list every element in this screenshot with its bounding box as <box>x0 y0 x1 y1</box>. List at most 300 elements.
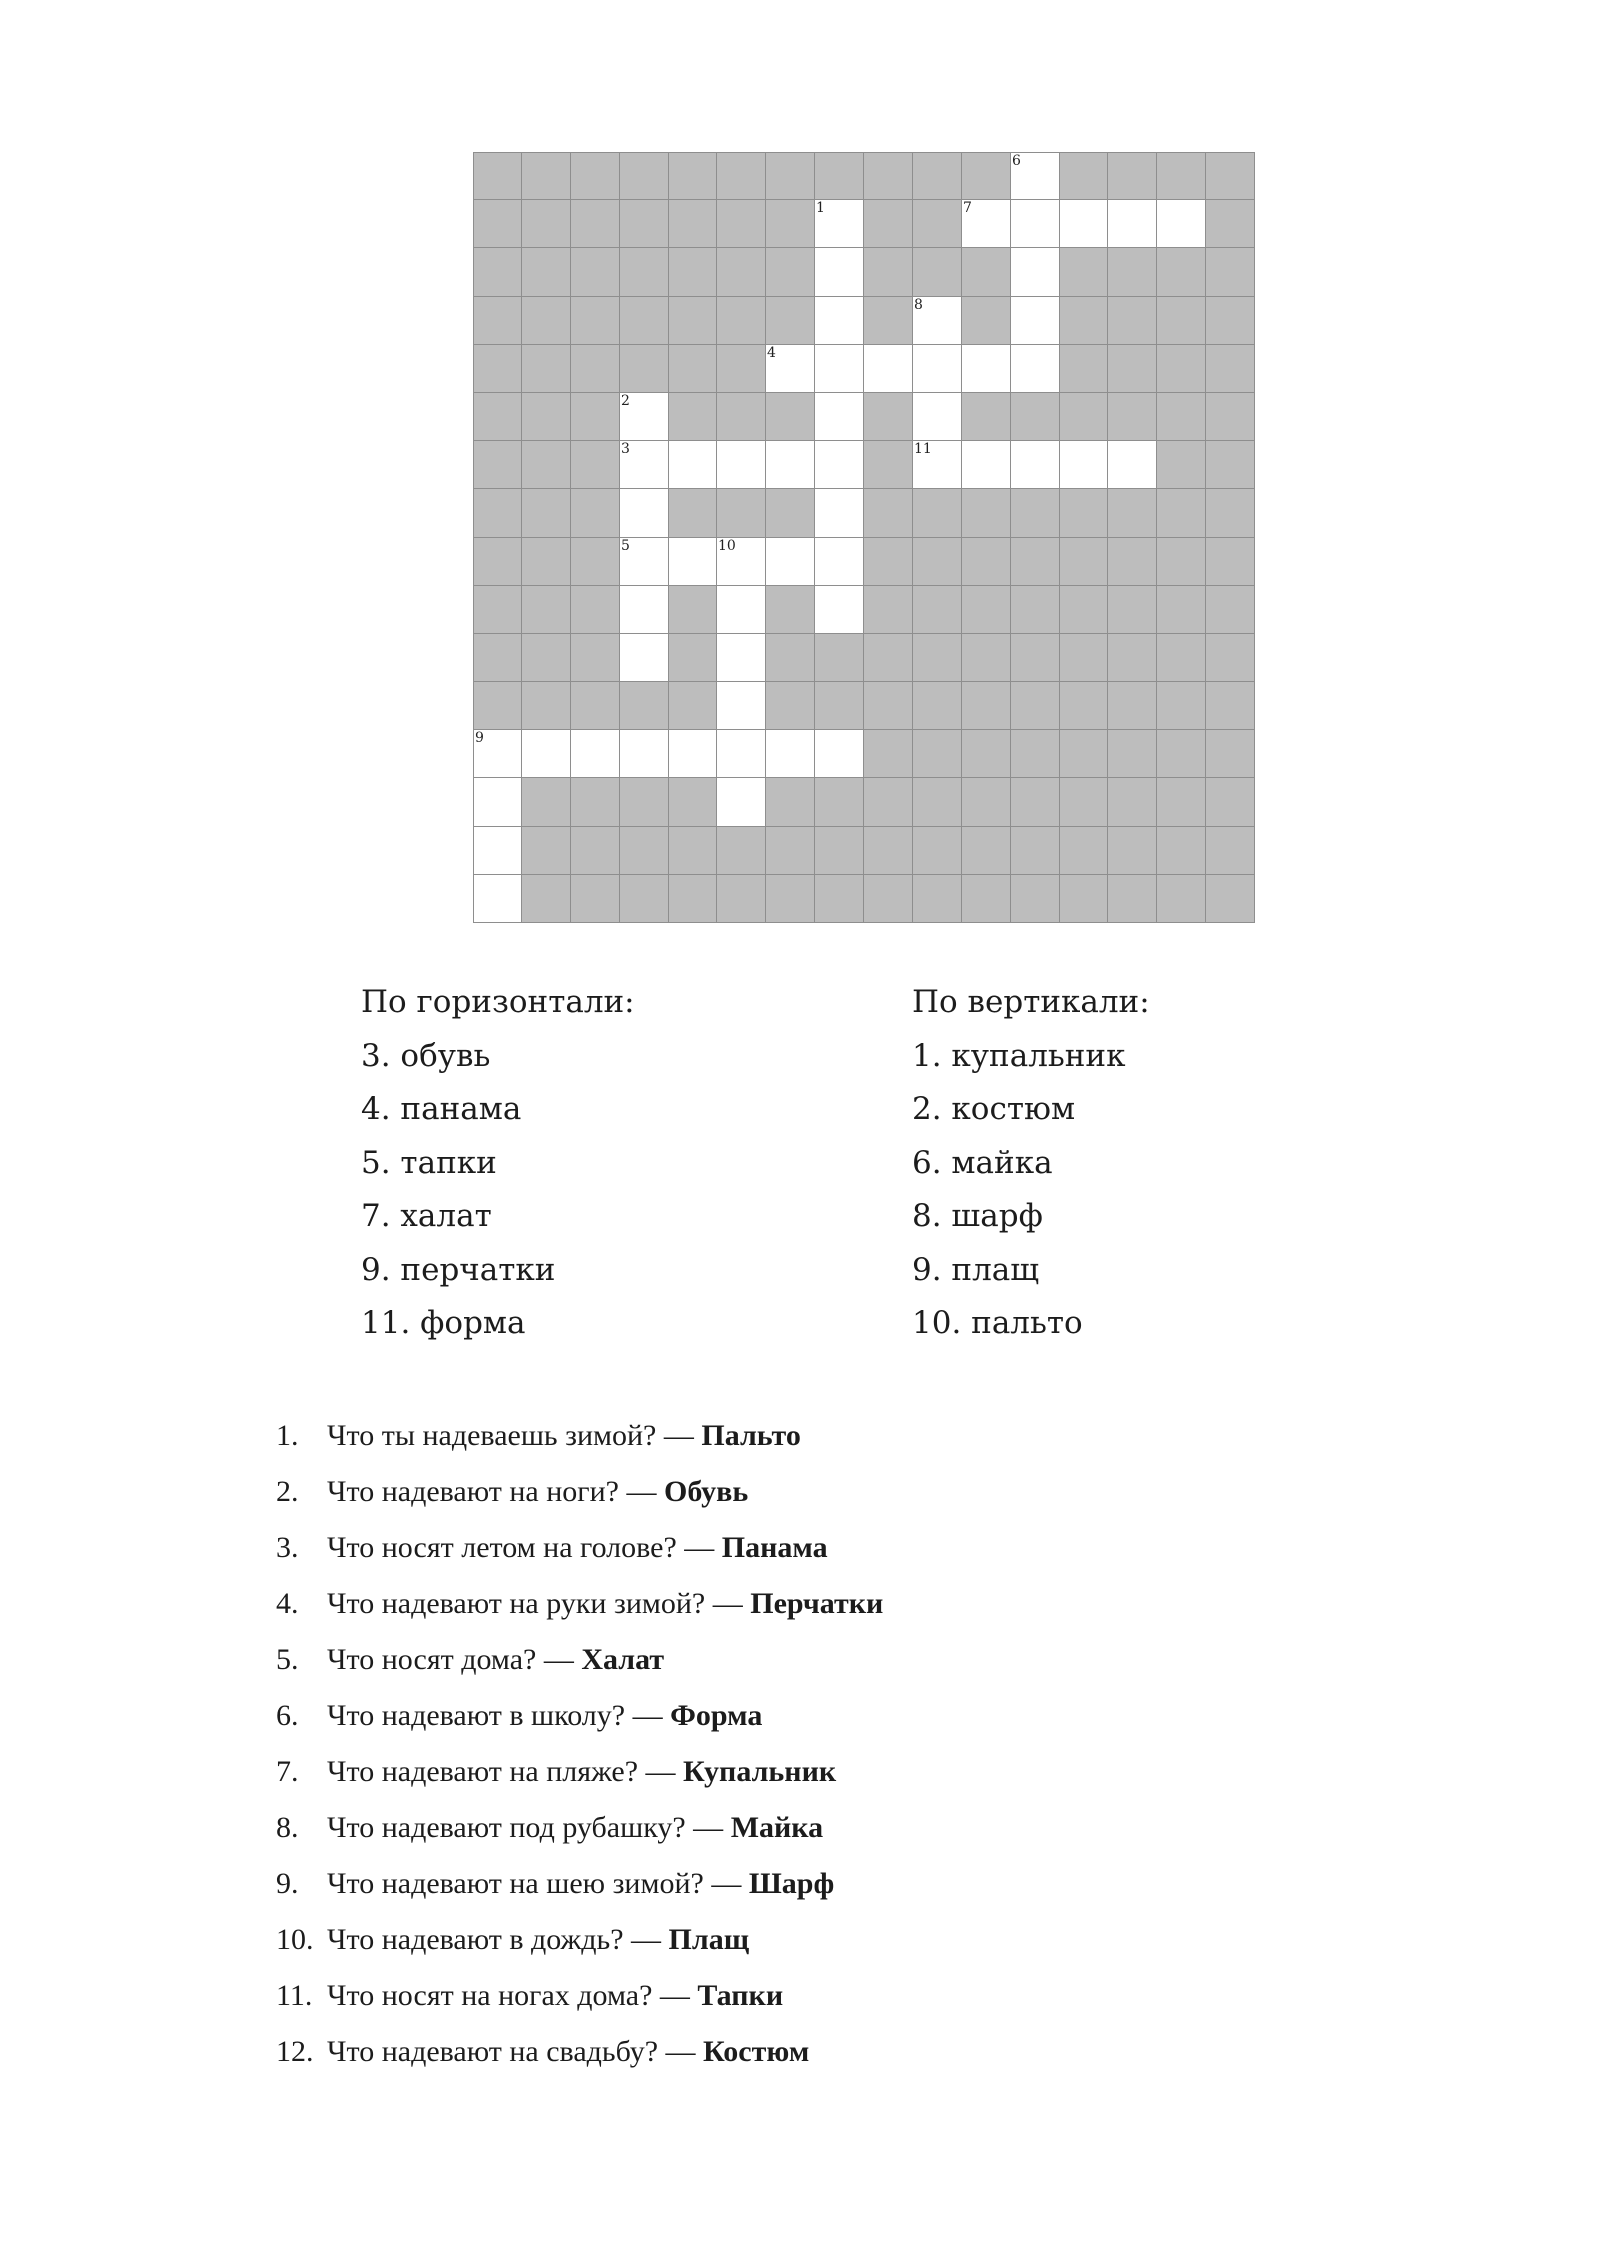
crossword-cell-open[interactable] <box>913 345 962 393</box>
question-item <box>276 1968 883 2024</box>
crossword-cell-blocked <box>962 730 1011 778</box>
crossword-cell-blocked <box>1206 393 1255 441</box>
crossword-cell-blocked <box>1108 730 1157 778</box>
crossword-cell-blocked <box>717 297 766 345</box>
crossword-cell-blocked <box>962 634 1011 682</box>
crossword-cell-blocked <box>669 827 717 875</box>
crossword-cell-blocked <box>522 538 571 586</box>
crossword-cell-blocked <box>717 393 766 441</box>
crossword-cell-blocked <box>1108 345 1157 393</box>
crossword-cell-blocked <box>1206 634 1255 682</box>
question-text: Что ты надеваешь зимой? — <box>327 1419 694 1452</box>
crossword-cell-open[interactable] <box>815 441 864 489</box>
crossword-cell-blocked <box>766 682 815 730</box>
crossword-cell-blocked <box>473 345 522 393</box>
crossword-cell-blocked <box>522 393 571 441</box>
crossword-cell-blocked <box>620 200 669 248</box>
crossword-cell-open[interactable] <box>1011 345 1060 393</box>
crossword-cell-open[interactable] <box>815 730 864 778</box>
crossword-cell-blocked <box>1060 778 1108 827</box>
across-clue: 9. перчатки <box>361 1251 556 1288</box>
crossword-cell-open[interactable] <box>1011 248 1060 297</box>
down-clue: 6. майка <box>912 1144 1053 1181</box>
question-number: 3. <box>276 1531 299 1564</box>
crossword-cell-blocked <box>815 827 864 875</box>
crossword-cell-blocked <box>571 875 620 923</box>
crossword-cell-open[interactable] <box>1011 297 1060 345</box>
crossword-cell-blocked <box>620 827 669 875</box>
crossword-cell-blocked <box>1206 827 1255 875</box>
crossword-cell-open[interactable] <box>571 730 620 778</box>
crossword-cell-blocked <box>522 152 571 200</box>
crossword-cell-blocked <box>864 827 913 875</box>
crossword-cell-open[interactable] <box>766 345 815 393</box>
question-answer: Купальник <box>683 1755 837 1788</box>
crossword-cell-blocked <box>1206 538 1255 586</box>
crossword-cell-blocked <box>1060 152 1108 200</box>
crossword-cell-blocked <box>1060 489 1108 538</box>
crossword-cell-open[interactable] <box>473 778 522 827</box>
crossword-grid <box>473 152 1255 923</box>
crossword-cell-blocked <box>1060 875 1108 923</box>
crossword-cell-blocked <box>913 152 962 200</box>
crossword-cell-open[interactable] <box>815 393 864 441</box>
crossword-cell-blocked <box>1011 489 1060 538</box>
crossword-cell-blocked <box>913 634 962 682</box>
crossword-cell-blocked <box>571 778 620 827</box>
crossword-cell-blocked <box>522 345 571 393</box>
question-answer: Костюм <box>703 2035 810 2068</box>
crossword-cell-open[interactable] <box>913 393 962 441</box>
crossword-cell-blocked <box>522 200 571 248</box>
question-number: 1. <box>276 1419 299 1452</box>
crossword-cell-blocked <box>1108 297 1157 345</box>
crossword-cell-blocked <box>913 778 962 827</box>
question-text: Что носят летом на голове? — <box>327 1531 715 1564</box>
crossword-cell-blocked <box>473 152 522 200</box>
crossword-cell-open[interactable] <box>717 586 766 634</box>
crossword-cell-blocked <box>522 586 571 634</box>
across-clue: 5. тапки <box>361 1144 497 1181</box>
crossword-cell-blocked <box>1011 778 1060 827</box>
crossword-cell-blocked <box>962 152 1011 200</box>
crossword-cell-blocked <box>913 730 962 778</box>
crossword-cell-blocked <box>913 538 962 586</box>
crossword-cell-open[interactable] <box>717 682 766 730</box>
crossword-cell-blocked <box>864 297 913 345</box>
crossword-cell-open[interactable] <box>717 538 766 586</box>
crossword-cell-blocked <box>717 200 766 248</box>
crossword-cell-blocked <box>766 297 815 345</box>
across-clues <box>361 976 635 1351</box>
crossword-cell-blocked <box>1060 393 1108 441</box>
crossword-cell-blocked <box>669 586 717 634</box>
crossword-cell-blocked <box>962 248 1011 297</box>
crossword-cell-blocked <box>473 248 522 297</box>
crossword-cell-blocked <box>1060 538 1108 586</box>
crossword-cell-blocked <box>1108 586 1157 634</box>
crossword-cell-blocked <box>1206 489 1255 538</box>
crossword-cell-blocked <box>669 634 717 682</box>
crossword-cell-blocked <box>717 345 766 393</box>
crossword-cell-blocked <box>962 682 1011 730</box>
clue-number: 10 <box>718 538 736 554</box>
crossword-cell-blocked <box>620 682 669 730</box>
crossword-cell-open[interactable] <box>717 730 766 778</box>
crossword-cell-blocked <box>913 248 962 297</box>
question-item <box>276 1856 883 1912</box>
question-number: 11. <box>276 1979 313 2012</box>
crossword-cell-blocked <box>766 152 815 200</box>
crossword-cell-open[interactable] <box>620 538 669 586</box>
down-clue: 2. костюм <box>912 1091 1076 1127</box>
question-item <box>276 1632 883 1688</box>
crossword-cell-blocked <box>1206 441 1255 489</box>
question-number: 10. <box>276 1923 314 1956</box>
crossword-cell-open[interactable] <box>1157 200 1206 248</box>
question-item <box>276 1744 883 1800</box>
crossword-cell-blocked <box>1060 248 1108 297</box>
question-answer: Пальто <box>701 1419 801 1452</box>
crossword-cell-blocked <box>669 778 717 827</box>
crossword-cell-blocked <box>1108 875 1157 923</box>
crossword-cell-blocked <box>1206 778 1255 827</box>
crossword-cell-blocked <box>571 586 620 634</box>
question-text: Что надевают на свадьбу? — <box>327 2035 696 2068</box>
crossword-cell-blocked <box>571 248 620 297</box>
clue-number: 2 <box>621 393 630 409</box>
crossword-cell-blocked <box>1108 682 1157 730</box>
crossword-cell-blocked <box>815 875 864 923</box>
question-answer: Майка <box>730 1811 824 1844</box>
crossword-cell-blocked <box>522 827 571 875</box>
crossword-cell-open[interactable] <box>766 441 815 489</box>
crossword-cell-blocked <box>864 538 913 586</box>
crossword-cell-open[interactable] <box>815 248 864 297</box>
crossword-cell-open[interactable] <box>620 730 669 778</box>
question-answer: Форма <box>670 1699 763 1732</box>
crossword-cell-blocked <box>815 778 864 827</box>
crossword-cell-blocked <box>766 489 815 538</box>
crossword-cell-blocked <box>864 730 913 778</box>
crossword-cell-blocked <box>1011 827 1060 875</box>
crossword-cell-open[interactable] <box>669 538 717 586</box>
crossword-cell-blocked <box>962 586 1011 634</box>
crossword-cell-blocked <box>473 200 522 248</box>
question-text: Что надевают на пляже? — <box>327 1755 676 1788</box>
crossword-cell-open[interactable] <box>1108 441 1157 489</box>
crossword-cell-blocked <box>473 489 522 538</box>
crossword-cell-blocked <box>962 297 1011 345</box>
crossword-cell-blocked <box>717 248 766 297</box>
across-clue: 3. обувь <box>361 1037 491 1074</box>
crossword-cell-blocked <box>473 538 522 586</box>
question-text: Что надевают в школу? — <box>327 1699 663 1732</box>
crossword-cell-blocked <box>669 152 717 200</box>
question-list <box>276 1408 883 2080</box>
crossword-cell-blocked <box>473 586 522 634</box>
crossword-cell-blocked <box>522 875 571 923</box>
crossword-cell-blocked <box>571 682 620 730</box>
crossword-cell-open[interactable] <box>620 586 669 634</box>
crossword-cell-blocked <box>1011 682 1060 730</box>
crossword-cell-blocked <box>1060 730 1108 778</box>
across-clue: 11. форма <box>361 1305 526 1341</box>
crossword-cell-blocked <box>766 200 815 248</box>
crossword-cell-blocked <box>1108 538 1157 586</box>
crossword-cell-blocked <box>864 248 913 297</box>
crossword-cell-open[interactable] <box>815 297 864 345</box>
clue-number: 1 <box>816 200 825 216</box>
crossword-cell-blocked <box>1108 393 1157 441</box>
crossword-cell-blocked <box>1011 538 1060 586</box>
crossword-cell-blocked <box>571 297 620 345</box>
question-item <box>276 1520 883 1576</box>
crossword-cell-open[interactable] <box>1011 441 1060 489</box>
crossword-cell-blocked <box>864 682 913 730</box>
crossword-cell-blocked <box>473 297 522 345</box>
down-clues <box>912 976 1150 1351</box>
question-text: Что надевают на руки зимой? — <box>327 1587 743 1620</box>
crossword-cell-blocked <box>1206 297 1255 345</box>
crossword-cell-blocked <box>1060 634 1108 682</box>
crossword-cell-open[interactable] <box>717 634 766 682</box>
crossword-cell-blocked <box>766 634 815 682</box>
crossword-cell-open[interactable] <box>815 489 864 538</box>
question-item <box>276 1688 883 1744</box>
crossword-cell-blocked <box>669 297 717 345</box>
crossword-cell-open[interactable] <box>815 200 864 248</box>
crossword-cell-blocked <box>913 200 962 248</box>
crossword-cell-blocked <box>1060 586 1108 634</box>
crossword-cell-blocked <box>473 682 522 730</box>
crossword-cell-blocked <box>669 248 717 297</box>
clue-number: 4 <box>767 345 776 361</box>
clue-number: 6 <box>1012 153 1021 169</box>
crossword-cell-blocked <box>1011 393 1060 441</box>
crossword-cell-blocked <box>1157 586 1206 634</box>
crossword-cell-open[interactable] <box>473 875 522 923</box>
crossword-cell-open[interactable] <box>717 778 766 827</box>
crossword-cell-blocked <box>1206 682 1255 730</box>
question-number: 5. <box>276 1643 299 1676</box>
crossword-cell-blocked <box>1108 248 1157 297</box>
crossword-cell-blocked <box>766 393 815 441</box>
question-text: Что носят на ногах дома? — <box>327 1979 690 2012</box>
crossword-cell-blocked <box>1157 634 1206 682</box>
crossword-cell-blocked <box>522 297 571 345</box>
down-clue: 9. плащ <box>912 1251 1040 1288</box>
crossword-cell-blocked <box>571 152 620 200</box>
crossword-cell-blocked <box>717 152 766 200</box>
crossword-cell-open[interactable] <box>766 730 815 778</box>
crossword-cell-blocked <box>571 489 620 538</box>
crossword-cell-blocked <box>815 152 864 200</box>
crossword-cell-blocked <box>1108 489 1157 538</box>
crossword-cell-blocked <box>1157 152 1206 200</box>
crossword-cell-blocked <box>571 200 620 248</box>
crossword-cell-blocked <box>913 827 962 875</box>
crossword-cell-blocked <box>1157 730 1206 778</box>
crossword-cell-open[interactable] <box>1060 441 1108 489</box>
crossword-cell-open[interactable] <box>669 730 717 778</box>
question-answer: Халат <box>581 1643 665 1676</box>
crossword-cell-blocked <box>620 875 669 923</box>
crossword-cell-blocked <box>1011 730 1060 778</box>
crossword-cell-open[interactable] <box>815 345 864 393</box>
crossword-cell-blocked <box>1206 730 1255 778</box>
crossword-cell-open[interactable] <box>1108 200 1157 248</box>
crossword-cell-open[interactable] <box>620 634 669 682</box>
crossword-cell-blocked <box>571 345 620 393</box>
question-item <box>276 1912 883 1968</box>
crossword-cell-blocked <box>766 248 815 297</box>
crossword-cell-blocked <box>864 393 913 441</box>
crossword-cell-blocked <box>669 875 717 923</box>
crossword-cell-blocked <box>522 441 571 489</box>
crossword-cell-open[interactable] <box>1011 152 1060 200</box>
crossword-cell-open[interactable] <box>669 441 717 489</box>
question-text: Что надевают на шею зимой? — <box>327 1867 742 1900</box>
crossword-cell-blocked <box>620 345 669 393</box>
crossword-cell-open[interactable] <box>962 200 1011 248</box>
question-answer: Обувь <box>663 1475 749 1508</box>
crossword-cell-blocked <box>962 875 1011 923</box>
question-number: 6. <box>276 1699 299 1732</box>
crossword-cell-blocked <box>1157 827 1206 875</box>
crossword-cell-blocked <box>913 489 962 538</box>
crossword-cell-blocked <box>1206 248 1255 297</box>
across-clue: 4. панама <box>361 1091 522 1127</box>
crossword-cell-open[interactable] <box>620 489 669 538</box>
crossword-cell-blocked <box>1011 586 1060 634</box>
crossword-cell-blocked <box>522 634 571 682</box>
crossword-cell-open[interactable] <box>473 730 522 778</box>
crossword-cell-blocked <box>1206 200 1255 248</box>
crossword-cell-blocked <box>1157 778 1206 827</box>
crossword-cell-blocked <box>669 345 717 393</box>
crossword-cell-open[interactable] <box>1060 200 1108 248</box>
clue-number: 7 <box>963 200 972 216</box>
crossword-cell-blocked <box>766 875 815 923</box>
crossword-cell-blocked <box>473 441 522 489</box>
question-number: 9. <box>276 1867 299 1900</box>
crossword-cell-blocked <box>571 441 620 489</box>
question-text: Что надевают в дождь? — <box>327 1923 662 1956</box>
question-answer: Плащ <box>668 1923 750 1956</box>
crossword-cell-open[interactable] <box>962 345 1011 393</box>
crossword-cell-open[interactable] <box>815 538 864 586</box>
crossword-cell-blocked <box>1108 152 1157 200</box>
crossword-cell-blocked <box>1011 634 1060 682</box>
across-clue: 7. халат <box>361 1198 492 1234</box>
crossword-cell-blocked <box>1108 827 1157 875</box>
crossword-cell-blocked <box>473 634 522 682</box>
question-text: Что надевают на ноги? — <box>327 1475 657 1508</box>
crossword-cell-blocked <box>766 778 815 827</box>
crossword-cell-blocked <box>864 152 913 200</box>
crossword-cell-blocked <box>669 489 717 538</box>
question-answer: Шарф <box>748 1867 835 1900</box>
crossword-cell-open[interactable] <box>766 538 815 586</box>
crossword-cell-blocked <box>1157 538 1206 586</box>
crossword-cell-blocked <box>1157 393 1206 441</box>
crossword-cell-blocked <box>864 489 913 538</box>
crossword-cell-open[interactable] <box>620 393 669 441</box>
crossword-cell-open[interactable] <box>522 730 571 778</box>
crossword-cell-blocked <box>669 682 717 730</box>
crossword-cell-blocked <box>620 778 669 827</box>
question-item <box>276 1800 883 1856</box>
question-number: 4. <box>276 1587 299 1620</box>
crossword-cell-blocked <box>913 682 962 730</box>
crossword-cell-blocked <box>864 441 913 489</box>
crossword-cell-blocked <box>1108 634 1157 682</box>
question-item <box>276 1576 883 1632</box>
clue-number: 3 <box>621 441 630 457</box>
crossword-cell-blocked <box>962 489 1011 538</box>
question-item <box>276 1464 883 1520</box>
crossword-cell-blocked <box>522 682 571 730</box>
down-clue: 8. шарф <box>912 1198 1043 1234</box>
crossword-cell-blocked <box>473 393 522 441</box>
crossword-cell-blocked <box>1157 297 1206 345</box>
question-text: Что носят дома? — <box>327 1643 574 1676</box>
crossword-cell-open[interactable] <box>717 441 766 489</box>
crossword-cell-blocked <box>1060 682 1108 730</box>
crossword-cell-open[interactable] <box>864 345 913 393</box>
crossword-cell-blocked <box>620 248 669 297</box>
across-heading: По горизонтали: <box>361 984 635 1020</box>
crossword-cell-blocked <box>522 248 571 297</box>
crossword-cell-blocked <box>571 393 620 441</box>
question-number: 2. <box>276 1475 299 1508</box>
question-text: Что надевают под рубашку? — <box>327 1811 724 1844</box>
crossword-cell-blocked <box>1108 778 1157 827</box>
crossword-cell-blocked <box>717 827 766 875</box>
crossword-cell-blocked <box>1060 297 1108 345</box>
crossword-cell-blocked <box>1157 489 1206 538</box>
crossword-cell-blocked <box>766 827 815 875</box>
crossword-cell-blocked <box>913 875 962 923</box>
crossword-cell-open[interactable] <box>620 441 669 489</box>
down-heading: По вертикали: <box>912 984 1150 1020</box>
crossword-cell-blocked <box>962 393 1011 441</box>
crossword-cell-blocked <box>1157 875 1206 923</box>
crossword-cell-blocked <box>962 778 1011 827</box>
crossword-cell-open[interactable] <box>815 586 864 634</box>
clue-number: 9 <box>475 730 484 746</box>
crossword-cell-blocked <box>522 489 571 538</box>
question-number: 8. <box>276 1811 299 1844</box>
crossword-cell-blocked <box>571 538 620 586</box>
crossword-cell-open[interactable] <box>913 297 962 345</box>
crossword-cell-blocked <box>864 875 913 923</box>
crossword-cell-blocked <box>864 634 913 682</box>
crossword-cell-blocked <box>1206 345 1255 393</box>
crossword-cell-open[interactable] <box>962 441 1011 489</box>
clue-number: 11 <box>914 441 932 457</box>
question-answer: Перчатки <box>750 1587 884 1620</box>
crossword-cell-blocked <box>522 778 571 827</box>
crossword-cell-open[interactable] <box>1011 200 1060 248</box>
question-answer: Тапки <box>697 1979 784 2012</box>
crossword-cell-blocked <box>669 200 717 248</box>
crossword-cell-open[interactable] <box>473 827 522 875</box>
crossword-cell-blocked <box>1206 152 1255 200</box>
crossword-cell-open[interactable] <box>913 441 962 489</box>
crossword-cell-blocked <box>717 875 766 923</box>
